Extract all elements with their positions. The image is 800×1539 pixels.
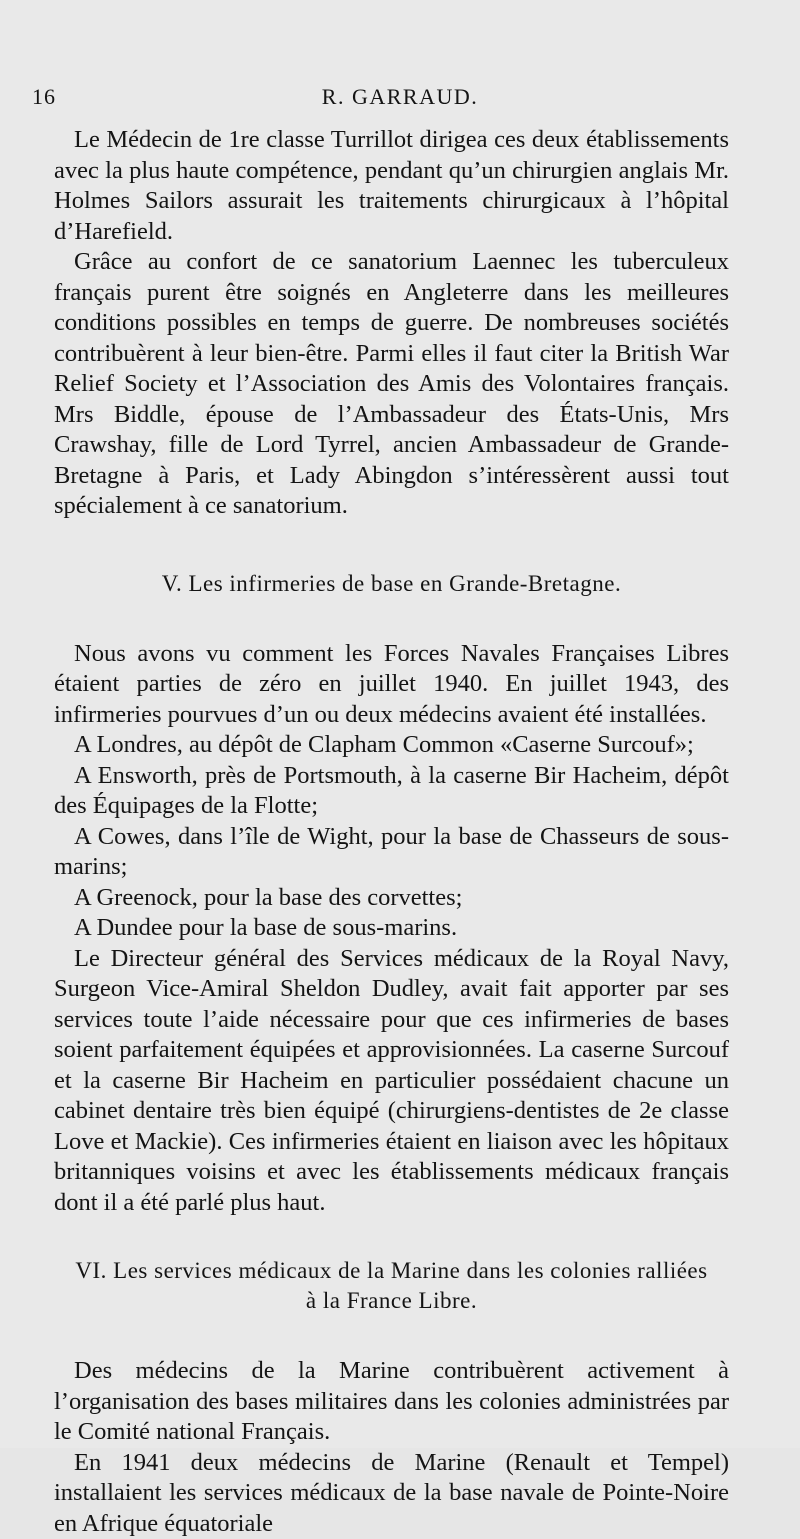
section-heading-v: V. Les infirmeries de base en Grande-Bretagne. xyxy=(54,569,729,599)
running-head: R. GARRAUD. xyxy=(0,84,800,110)
list-item: A Greenock, pour la base des corvettes; xyxy=(54,883,729,914)
section-heading-line: à la France Libre. xyxy=(54,1286,729,1316)
paragraph: Nous avons vu comment les Forces Navales Françaises Libres étaient parties de zéro en juillet 1940. En juillet 1943, des infirmeries pourvues d’un ou deux médecins avaient été installées. xyxy=(54,639,729,731)
list-item: A Cowes, dans l’île de Wight, pour la base de Chasseurs de sous-marins; xyxy=(54,822,729,883)
list-item: A Dundee pour la base de sous-marins. xyxy=(54,913,729,944)
section-heading-vi xyxy=(54,1256,729,1316)
paragraph: En 1941 deux médecins de Marine (Renault et Tempel) installaient les services médicaux de la base navale de Pointe-Noire en Afrique équatoriale xyxy=(54,1448,729,1539)
list-item: A Londres, au dépôt de Clapham Common «Caserne Surcouf»; xyxy=(54,730,729,761)
page-header xyxy=(0,80,800,110)
section-heading-line: VI. Les services médicaux de la Marine dans les colonies ralliées xyxy=(54,1256,729,1286)
page-body xyxy=(54,125,729,1539)
paragraph: Des médecins de la Marine contribuèrent activement à l’organisation des bases militaires dans les colonies administrées par le Comité national Français. xyxy=(54,1356,729,1448)
paragraph: Le Médecin de 1re classe Turrillot dirigea ces deux établissements avec la plus haute compétence, pendant qu’un chirurgien anglais Mr. Holmes Sailors assurait les traitements chirurgicaux à l’hôpital d’Harefield. xyxy=(54,125,729,247)
list-item: A Ensworth, près de Portsmouth, à la caserne Bir Hacheim, dépôt des Équipages de la Flotte; xyxy=(54,761,729,822)
page-number: 16 xyxy=(32,84,56,110)
paragraph: Le Directeur général des Services médicaux de la Royal Navy, Surgeon Vice-Amiral Sheldon Dudley, avait fait apporter par ses services toute l’aide nécessaire pour que ces infirmeries de bases soient parfaitement équipées et approvisionnées. La caserne Surcouf et la caserne Bir Hacheim en particulier possédaient chacune un cabinet dentaire très bien équipé (chirurgiens-dentistes de 2e classe Love et Mackie). Ces infirmeries étaient en liaison avec les hôpitaux britanniques voisins et avec les établissements médicaux français dont il a été parlé plus haut. xyxy=(54,944,729,1219)
paragraph: Grâce au confort de ce sanatorium Laennec les tuberculeux français purent être soignés en Angleterre dans les meilleures conditions possibles en temps de guerre. De nombreuses sociétés contribuèrent à leur bien-être. Parmi elles il faut citer la British War Relief Society et l’Association des Amis des Volontaires français. Mrs Biddle, épouse de l’Ambassadeur des États-Unis, Mrs Crawshay, fille de Lord Tyrrel, ancien Ambassadeur de Grande-Bretagne à Paris, et Lady Abingdon s’intéressèrent aussi tout spécialement à ce sanatorium. xyxy=(54,247,729,522)
